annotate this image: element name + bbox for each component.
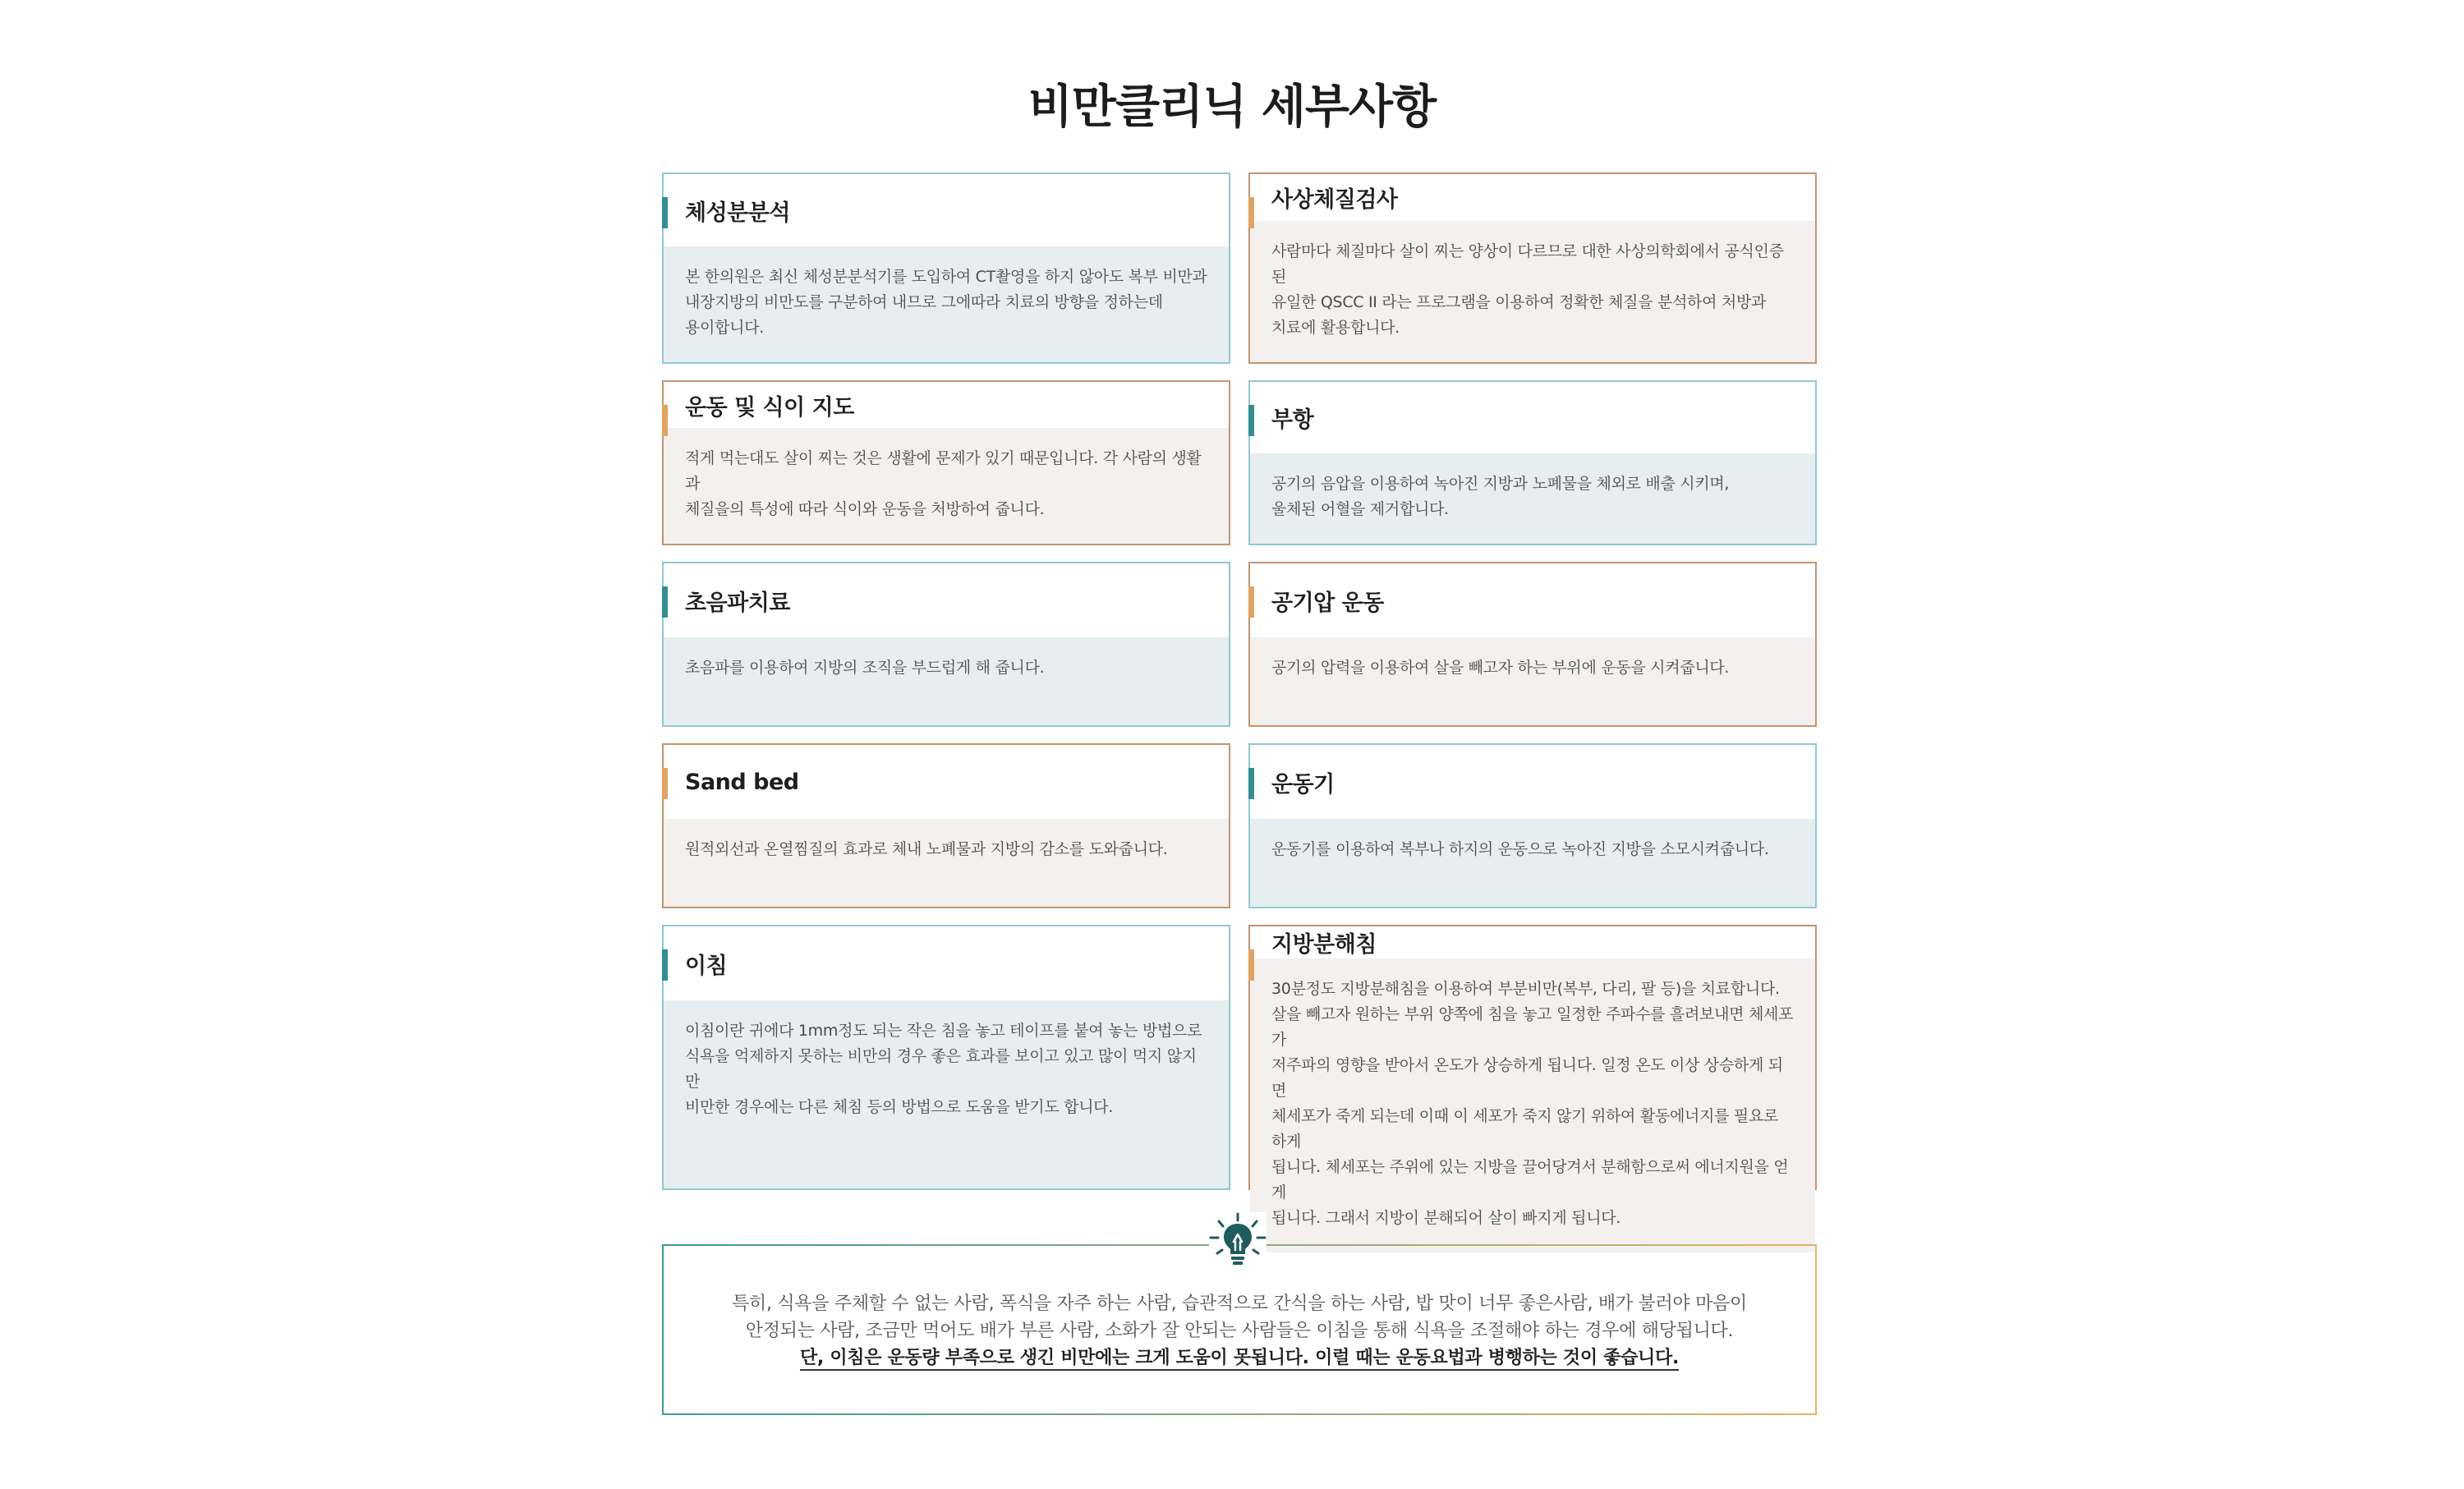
accent-bar	[662, 197, 668, 228]
card-title: 체성분분석	[685, 200, 790, 226]
card-air-pressure	[1248, 562, 1817, 727]
card-title: 초음파치료	[685, 590, 790, 616]
card-title: 사상체질검사	[1271, 187, 1398, 213]
card-description: 공기의 압력을 이용하여 살을 빼고자 하는 부위에 운동을 시켜줍니다.	[1250, 637, 1815, 725]
card-sasang-test	[1248, 172, 1817, 364]
notice-line: 안정되는 사람, 조금만 먹어도 배가 부른 사람, 소화가 잘 안되는 사람들은 이침을 통해 식욕을 조절해야 하는 경우에 해당됩니다.	[745, 1321, 1734, 1341]
accent-bar	[662, 768, 668, 799]
card-title: 공기압 운동	[1271, 590, 1384, 616]
accent-bar	[662, 586, 668, 618]
card-ultrasound	[662, 562, 1230, 727]
accent-bar	[1248, 586, 1254, 618]
card-fat-dissolving-acupuncture	[1248, 925, 1817, 1227]
card-exercise-machine	[1248, 743, 1817, 908]
card-exercise-diet	[662, 380, 1230, 545]
card-description: 본 한의원은 최신 체성분분석기를 도입하여 CT촬영을 하지 않아도 복부 비만과 내장지방의 비만도를 구분하여 내므로 그에따라 치료의 방향을 정하는데 용이합니다.	[664, 246, 1229, 362]
notice-emphasis-text: 단, 이침은 운동량 부족으로 생긴 비만에는 크게 도움이 못됩니다. 이럴 때는 운동요법과 병행하는 것이 좋습니다.	[800, 1348, 1679, 1371]
accent-bar	[662, 405, 668, 436]
card-description: 원적외선과 온열찜질의 효과로 체내 노폐물과 지방의 감소를 도와줍니다.	[664, 819, 1229, 907]
card-title: Sand bed	[685, 769, 799, 795]
card-description: 초음파를 이용하여 지방의 조직을 부드럽게 해 줍니다.	[664, 637, 1229, 725]
card-body-composition	[662, 172, 1230, 364]
card-title: 운동기	[1271, 771, 1335, 797]
card-description: 이침이란 귀에다 1mm정도 되는 작은 침을 놓고 테이프를 붙여 놓는 방법으로 식욕을 억제하지 못하는 비만의 경우 좋은 효과를 보이고 있고 많이 먹지 않지만 비만한 경우에는 다른 체침 등의 방법으로 도움을 받기도 합니다.	[664, 1000, 1229, 1188]
card-description: 공기의 음압을 이용하여 녹아진 지방과 노폐물을 체외로 배출 시키며, 울체된 어혈을 제거합니다.	[1250, 453, 1815, 544]
accent-bar	[1248, 405, 1254, 436]
clinic-detail-grid	[662, 172, 1817, 1227]
page-title: 비만클리닉 세부사항	[1027, 80, 1437, 134]
card-ear-acupuncture	[662, 925, 1230, 1190]
notice-line: 특히, 식욕을 주체할 수 없는 사람, 폭식을 자주 하는 사람, 습관적으로 간식을 하는 사람, 밥 맛이 너무 좋은사람, 배가 불러야 마음이	[732, 1294, 1747, 1314]
card-sand-bed	[662, 743, 1230, 908]
card-title: 운동 및 식이 지도	[685, 394, 854, 421]
accent-bar	[1248, 768, 1254, 799]
notice-box	[662, 1244, 1817, 1415]
card-title: 이침	[685, 953, 728, 979]
accent-bar	[1248, 197, 1254, 228]
card-description: 사람마다 체질마다 살이 찌는 양상이 다르므로 대한 사상의학회에서 공식인증된 유일한 QSCC II 라는 프로그램을 이용하여 정확한 체질을 분석하여 처방과 치료에 활용합니다.	[1250, 221, 1815, 362]
accent-bar	[1248, 949, 1254, 981]
card-title: 지방분해침	[1271, 932, 1377, 958]
notice-emphasis	[664, 1344, 1815, 1372]
card-description: 운동기를 이용하여 복부나 하지의 운동으로 녹아진 지방을 소모시켜줍니다.	[1250, 819, 1815, 907]
card-cupping	[1248, 380, 1817, 545]
card-description: 30분정도 지방분해침을 이용하여 부분비만(복부, 다리, 팔 등)을 치료합니다. 살을 빼고자 원하는 부위 양쪽에 침을 놓고 일정한 주파수를 흘려보내면 체세포가 저주파의 영향을 받아서 온도가 상승하게 됩니다. 일정 온도 이상 상승하게 되면 체세포가 죽게 되는데 이때 이 세포가 죽지 않기 위하여 활동에너지를 필요로 하게 됩니다. 체세포는 주위에 있는 지방을 끌어당겨서 분해함으로써 에너지원을 얻게 됩니다. 그래서 지방이 분해되어 살이 빠지게 됩니다.	[1250, 958, 1815, 1252]
accent-bar	[662, 949, 668, 981]
lightbulb-icon	[1209, 1212, 1266, 1270]
card-title: 부항	[1271, 407, 1314, 433]
card-description: 적게 먹는대도 살이 찌는 것은 생활에 문제가 있기 때문입니다. 각 사람의 생활과 체질을의 특성에 따라 식이와 운동을 처방하여 줍니다.	[664, 428, 1229, 544]
